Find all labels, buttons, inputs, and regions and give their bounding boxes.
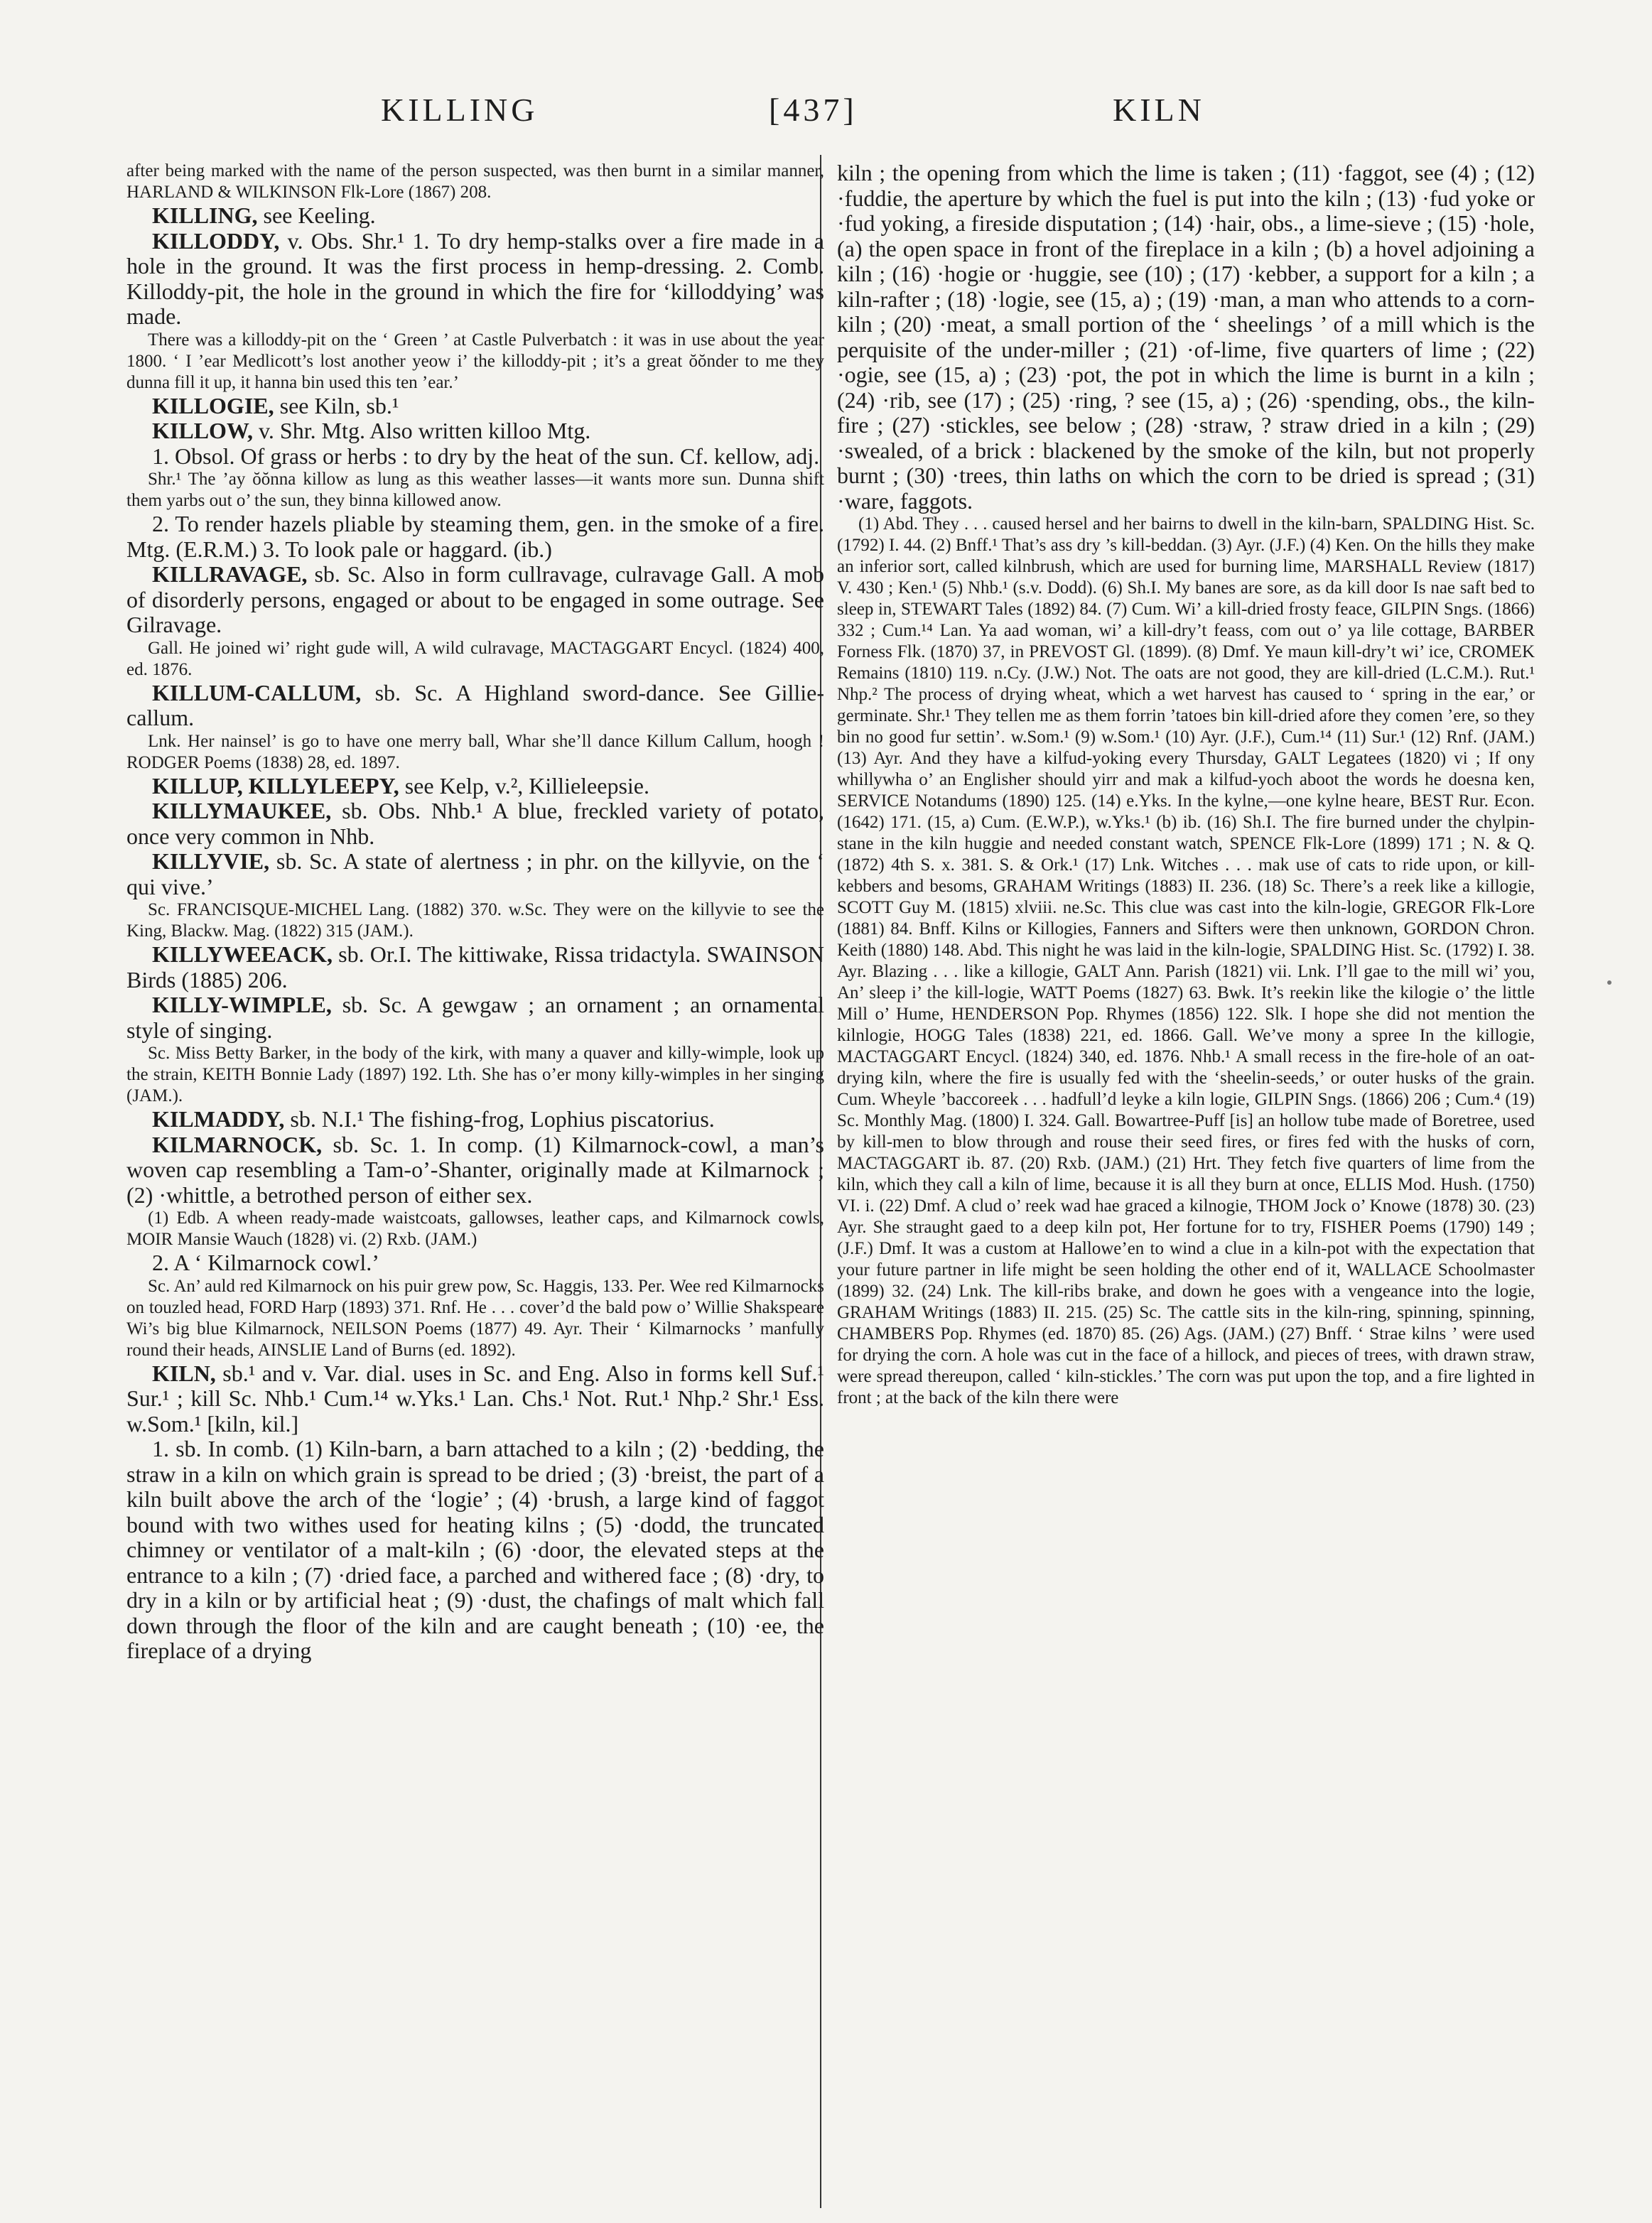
entry-text: see Keeling. (257, 202, 376, 228)
entry-headword: KILMADDY, (152, 1106, 285, 1132)
dictionary-entry (126, 562, 824, 638)
dictionary-entry (126, 1107, 824, 1132)
entry-headword: KILLODDY, (152, 227, 280, 254)
entry-text: There was a killoddy-pit on the ‘ Green ’ at Castle Pulverbatch : it was in use about the year 1800. ‘ I ’ear Medlicott’s lost another yeow i’ the killoddy-pit ; it’s a great ŏŏnder to me they dunna fill it up, it hanna bin used this ten ’ear.’ (126, 330, 824, 392)
dictionary-entry (126, 849, 824, 899)
entry-headword: KILLY-WIMPLE, (152, 992, 332, 1017)
left-column (126, 161, 824, 1664)
entry-text: Sc. Miss Betty Barker, in the body of the kirk, with many a quaver and killy-wimple, look up the strain, KEITH Bonnie Lady (1897) 192. Lth. She has o’er mony killy-wimples in her singing (JAM.). (126, 1044, 824, 1105)
entry-headword: KILLYMAUKEE, (152, 798, 332, 823)
entry-text: Lnk. Her nainsel’ is go to have one merry ball, Whar she’ll dance Killum Callum, hoogh ! RODGER Poems (1838) 28, ed. 1897. (126, 731, 824, 772)
entry-text: Sc. FRANCISQUE-MICHEL Lang. (1882) 370. w.Sc. They were on the killyvie to see the King, Blackw. Mag. (1822) 315 (JAM.). (126, 900, 824, 941)
dictionary-entry (126, 731, 824, 774)
entry-text: sb. Sc. 1. In comp. (1) Kilmarnock-cowl, a man’s woven cap resembling a Tam-o’-Shanter, originally made at Kilmarnock ; (2) ·whittle, a betrothed person of either sex. (126, 1131, 824, 1208)
dictionary-entry (837, 161, 1535, 514)
entry-text: sb. Sc. A state of alertness ; in phr. on the killyvie, on the ‘ qui vive.’ (126, 848, 824, 899)
dictionary-entry (126, 899, 824, 942)
dictionary-entry (126, 638, 824, 681)
dictionary-entry (126, 1250, 824, 1276)
right-guide-word: KILN (1113, 92, 1205, 128)
entry-headword: KILLUM-CALLUM, (152, 679, 362, 705)
entry-headword: KILLYWEEACK, (152, 941, 333, 967)
dictionary-entry (126, 942, 824, 992)
dictionary-entry (126, 681, 824, 731)
entry-headword: KILLYVIE, (152, 848, 270, 874)
entry-text: 2. To render hazels pliable by steaming them, gen. in the smoke of a fire. Mtg. (E.R.M.) 3. To look pale or haggard. (ib.) (126, 511, 824, 562)
entry-text: Sc. An’ auld red Kilmarnock on his puir grew pow, Sc. Haggis, 133. Per. Wee red Kilmarnocks on touzled head, FORD Harp (1893) 371. Rnf. He . . . cover’d the bald pow o’ Willie Shakspeare Wi’s big blue Kilmarnock, NEILSON Poems (1877) 49. Ayr. Their ‘ Kilmarnocks ’ manfully round their heads, AINSLIE Land of Burns (ed. 1892). (126, 1276, 824, 1360)
entry-text: v. Obs. Shr.¹ 1. To dry hemp-stalks over a fire made in a hole in the ground. It was the first process in hemp-dressing. 2. Comb. Killoddy-pit, the hole in the ground in which the fire for ‘killoddying’ was made. (126, 227, 824, 329)
entry-text: Gall. He joined wi’ right gude will, A wild culravage, MACTAGGART Encycl. (1824) 400, ed. 1876. (126, 638, 824, 679)
entry-headword: KILLING, (152, 202, 258, 228)
entry-text: (1) Abd. They . . . caused hersel and her bairns to dwell in the kiln-barn, SPALDING Hist. Sc. (1792) I. 44. (2) Bnff.¹ That’s ass dry ’s kill-beddan. (3) Ayr. (J.F.) (4) Ken. On the hills they make an inferior sort, called kilnbrush, which are used for burning lime, MARSHALL Review (1817) V. 430 ; Ken.¹ (5) Nhb.¹ (s.v. Dodd). (6) Sh.I. My banes are sore, as da kill door Is nae saft bed to sleep in, STEWART Tales (1892) 84. (7) Cum. Wi’ a kill-dried frosty feace, GILPIN Sngs. (1866) 332 ; Cum.¹⁴ Lan. Ya aad woman, wi’ a kill-dry’t feass, com out o’ ya lile cottage, BARBER Forness Flk. (1870) 37, in PREVOST Gl. (1899). (8) Dmf. Ye maun kill-dry’t wi’ ice, CROMEK Remains (1810) 119. n.Cy. (J.W.) Not. The oats are not good, they are kill-dried (L.C.M.). Rut.¹ Nhp.² The process of drying wheat, which a wet harvest has caused to ‘ spring in the ear,’ or germinate. Shr.¹ They tellen me as them forrin ’tatoes bin kill-dried afore they comen ’ere, so they bin no good fur settin’. w.Som.¹ (9) w.Som.¹ (10) Ayr. (J.F.), Cum.¹⁴ (11) Sur.¹ (12) Rnf. (JAM.) (13) Ayr. And they have a kilfud-yoking every Thursday, GALT Legatees (1820) vi ; If ony whillywha o’ an Englisher should yirr and mak a kilfud-yoch aboot the words he doesna ken, SERVICE Notandums (1890) 125. (14) e.Yks. In the kylne,—one kylne heare, BEST Rur. Econ. (1642) 171. (15, a) Cum. (E.W.P.), w.Yks.¹ (b) ib. (16) Sh.I. The fire burned under the chylpin-stane in the kiln huggie and needed constant watch, SPENCE Flk-Lore (1899) 171 ; N. & Q. (1872) 4th S. x. 381. S. & Ork.¹ (17) Lnk. Witches . . . mak use of cats to ride upon, or kill-kebbers and besoms, GRAHAM Writings (1883) II. 236. (18) Sc. There’s a reek like a killogie, SCOTT Guy M. (1815) xlviii. ne.Sc. This clue was cast into the kiln-logie, GREGOR Flk-Lore (1881) 84. Bnff. Kilns or Killogies, Fanners and Sifters were then unknown, GORDON Chron. Keith (1880) 148. Abd. This night he was laid in the kiln-logie, SPALDING Hist. Sc. (1792) I. 38. Ayr. Blazing . . . like a killogie, GALT Ann. Parish (1821) vii. Lnk. I’ll gae to the mill wi’ you, An’ sleep i’ the kill-logie, WATT Poems (1827) 63. Bwk. It’s reekin like the kilogie o’ the little Mill o’ Hume, HENDERSON Pop. Rhymes (1856) 122. Slk. I hope she did not mention the kilnlogie, HOGG Tales (1838) 221, ed. 1866. Gall. We’ve mony a spree In the killogie, MACTAGGART Encycl. (1824) 340, ed. 1876. Nhb.¹ A small recess in the fire-hole of an oat-drying kiln, where the fire is usually fed with the ‘sheelin-seeds,’ or outer husks of the grain. Cum. Wheyle ’baccoreek . . . hadfull’d leyke a kiln logie, GILPIN Sngs. (1866) 206 ; Cum.⁴ (19) Sc. Monthly Mag. (1800) I. 324. Gall. Bowartree-Puff [is] an hollow tube made of Boretree, used by kill-men to blow through and rouse their seed fires, or fires fed with the husks of corn, MACTAGGART ib. 87. (20) Rxb. (JAM.) (21) Hrt. They fetch five quarters of lime from the kiln, which they call a kiln of lime, because it is all they burn at once, ELLIS Mod. Hush. (1750) VI. i. (22) Dmf. A clud o’ reek wad hae graced a kilnogie, THOM Jock o’ Knowe (1878) 30. (23) Ayr. She straught gaed to a deep kiln pot, Her fortune for to try, FISHER Poems (1790) 149 ; (J.F.) Dmf. It was a custom at Hallowe’en to wind a clue in a kiln-pot with the expectation that your future partner in life might be seen holding the other end of it, WALLACE Schoolmaster (1899) 32. (24) Lnk. The kill-ribs brake, and down he goes with a vengeance into the logie, GRAHAM Writings (1883) II. 215. (25) Sc. The cattle sits in the kiln-ring, spinning, spinning, CHAMBERS Pop. Rhymes (ed. 1870) 85. (26) Ags. (JAM.) (27) Bnff. ‘ Strae kilns ’ were used for drying the corn. A hole was cut in the face of a hillock, and pieces of trees, with drawn straw, were spread thereupon, called ‘ kiln-stickles.’ The corn was put upon the top, and a fire lighted in front ; at the back of the kiln there were (837, 514, 1535, 1407)
dictionary-entry (126, 161, 824, 203)
dictionary-entry (126, 469, 824, 512)
entry-headword: KILLOGIE, (152, 392, 274, 418)
dictionary-entry (126, 1043, 824, 1107)
dictionary-entry (126, 774, 824, 799)
dictionary-entry (126, 1208, 824, 1250)
dictionary-entry (126, 229, 824, 330)
dictionary-entry (126, 992, 824, 1043)
dictionary-entry (837, 514, 1535, 1409)
right-column (837, 161, 1535, 1409)
entry-text: after being marked with the name of the person suspected, was then burnt in a similar manner, HARLAND & WILKINSON Flk-Lore (1867) 208. (126, 161, 824, 202)
entry-text: sb. N.I.¹ The fishing-frog, Lophius piscatorius. (284, 1106, 715, 1132)
dictionary-entry (126, 444, 824, 470)
entry-headword: KILLRAVAGE, (152, 561, 308, 587)
dictionary-entry (126, 330, 824, 394)
entry-text: 1. sb. In comb. (1) Kiln-barn, a barn attached to a kiln ; (2) ·bedding, the straw in a kiln on which grain is spread to be dried ; (3) ·breist, the part of a kiln built above the arch of the ‘logie’ ; (4) ·brush, a large kind of faggot bound with two withes used for heating kilns ; (5) ·dodd, the truncated chimney or ventilator of a malt-kiln ; (6) ·door, the elevated steps at the entrance to a kiln ; (7) ·dried face, a parched and withered face ; (8) ·dry, to dry in a kiln or by artificial heat ; (9) ·dust, the chafings of malt which fall down through the floor of the kiln and are caught beneath ; (10) ·ee, the fireplace of a drying (126, 1436, 824, 1663)
entry-text: sb. Or.I. The kittiwake, Rissa tridactyla. SWAINSON Birds (1885) 206. (126, 941, 824, 992)
page-number: [437] (769, 92, 858, 128)
dictionary-entry (126, 1132, 824, 1208)
dictionary-entry (126, 1361, 824, 1437)
entry-text: v. Shr. Mtg. Also written killoo Mtg. (252, 418, 591, 443)
margin-speck (1607, 980, 1611, 985)
entry-text: kiln ; the opening from which the lime is taken ; (11) ·faggot, see (4) ; (12) ·fuddie, the aperture by which the fuel is put into the kiln ; (13) ·fud yoke or ·fud yoking, a fireside disputation ; (14) ·hair, obs., a lime-sieve ; (15) ·hole, (a) the open space in front of the fireplace in a kiln ; (b) a hovel adjoining a kiln ; (16) ·hogie or ·huggie, see (10) ; (17) ·kebber, a support for a kiln ; a kiln-rafter ; (18) ·logie, see (15, a) ; (19) ·man, a man who attends to a corn-kiln ; (20) ·meat, a small portion of the ‘ sheelings ’ of a mill which is the perquisite of the under-miller ; (21) ·of-lime, five quarters of lime ; (22) ·ogie, see (15, a) ; (23) ·pot, the pot in which the lime is burnt in a kiln ; (24) ·rib, see (17) ; (25) ·ring, ? see (15, a) ; (26) ·spending, obs., the kiln-fire ; (27) ·stickles, see below ; (28) ·straw, ? straw dried in a kiln ; (29) ·swealed, of a brick : blackened by the smoke of the kiln, but not properly burnt ; (30) ·trees, thin laths on which the corn to be dried is spread ; (31) ·ware, faggots. (837, 160, 1535, 514)
entry-text: sb. Obs. Nhb.¹ A blue, freckled variety of potato, once very common in Nhb. (126, 798, 824, 849)
dictionary-entry (126, 418, 824, 444)
entry-headword: KILLOW, (152, 418, 253, 443)
entry-headword: KILN, (152, 1360, 216, 1386)
dictionary-entry (126, 394, 824, 419)
entry-text: see Kiln, sb.¹ (274, 392, 399, 418)
entry-text: 1. Obsol. Of grass or herbs : to dry by the heat of the sun. Cf. kellow, adj. (152, 443, 820, 469)
dictionary-entry (126, 203, 824, 229)
entry-text: sb.¹ and v. Var. dial. uses in Sc. and Eng. Also in forms kell Suf.¹ Sur.¹ ; kill Sc. Nhb.¹ Cum.¹⁴ w.Yks.¹ Lan. Chs.¹ Not. Rut.¹ Nhp.² Shr.¹ Ess. w.Som.¹ [kiln, kil.] (126, 1360, 824, 1437)
dictionary-entry (126, 799, 824, 849)
entry-text: sb. Sc. Also in form cullravage, culravage Gall. A mob of disorderly persons, engaged or about to be engaged in some outrage. See Gilravage. (126, 561, 824, 637)
entry-headword: KILLUP, KILLYLEEPY, (152, 772, 399, 799)
dictionary-entry (126, 1437, 824, 1664)
dictionary-entry (126, 1276, 824, 1361)
entry-text: sb. Sc. A Highland sword-dance. See Gillie-callum. (126, 679, 824, 730)
entry-text: sb. Sc. A gewgaw ; an ornament ; an ornamental style of singing. (126, 992, 824, 1043)
dictionary-entry (126, 512, 824, 562)
running-header (0, 91, 1652, 141)
entry-headword: KILMARNOCK, (152, 1131, 323, 1157)
entry-text: (1) Edb. A wheen ready-made waistcoats, gallowses, leather caps, and Kilmarnock cowls, MOIR Mansie Wauch (1828) vi. (2) Rxb. (JAM.) (126, 1208, 824, 1249)
entry-text: 2. A ‘ Kilmarnock cowl.’ (152, 1250, 379, 1275)
left-guide-word: KILLING (381, 92, 539, 128)
entry-text: Shr.¹ The ’ay ŏŏnna killow as lung as this weather lasses—it wants more sun. Dunna shift them yarbs out o’ the sun, they binna killowed anow. (126, 470, 824, 510)
entry-text: see Kelp, v.², Killieleepsie. (399, 772, 649, 799)
